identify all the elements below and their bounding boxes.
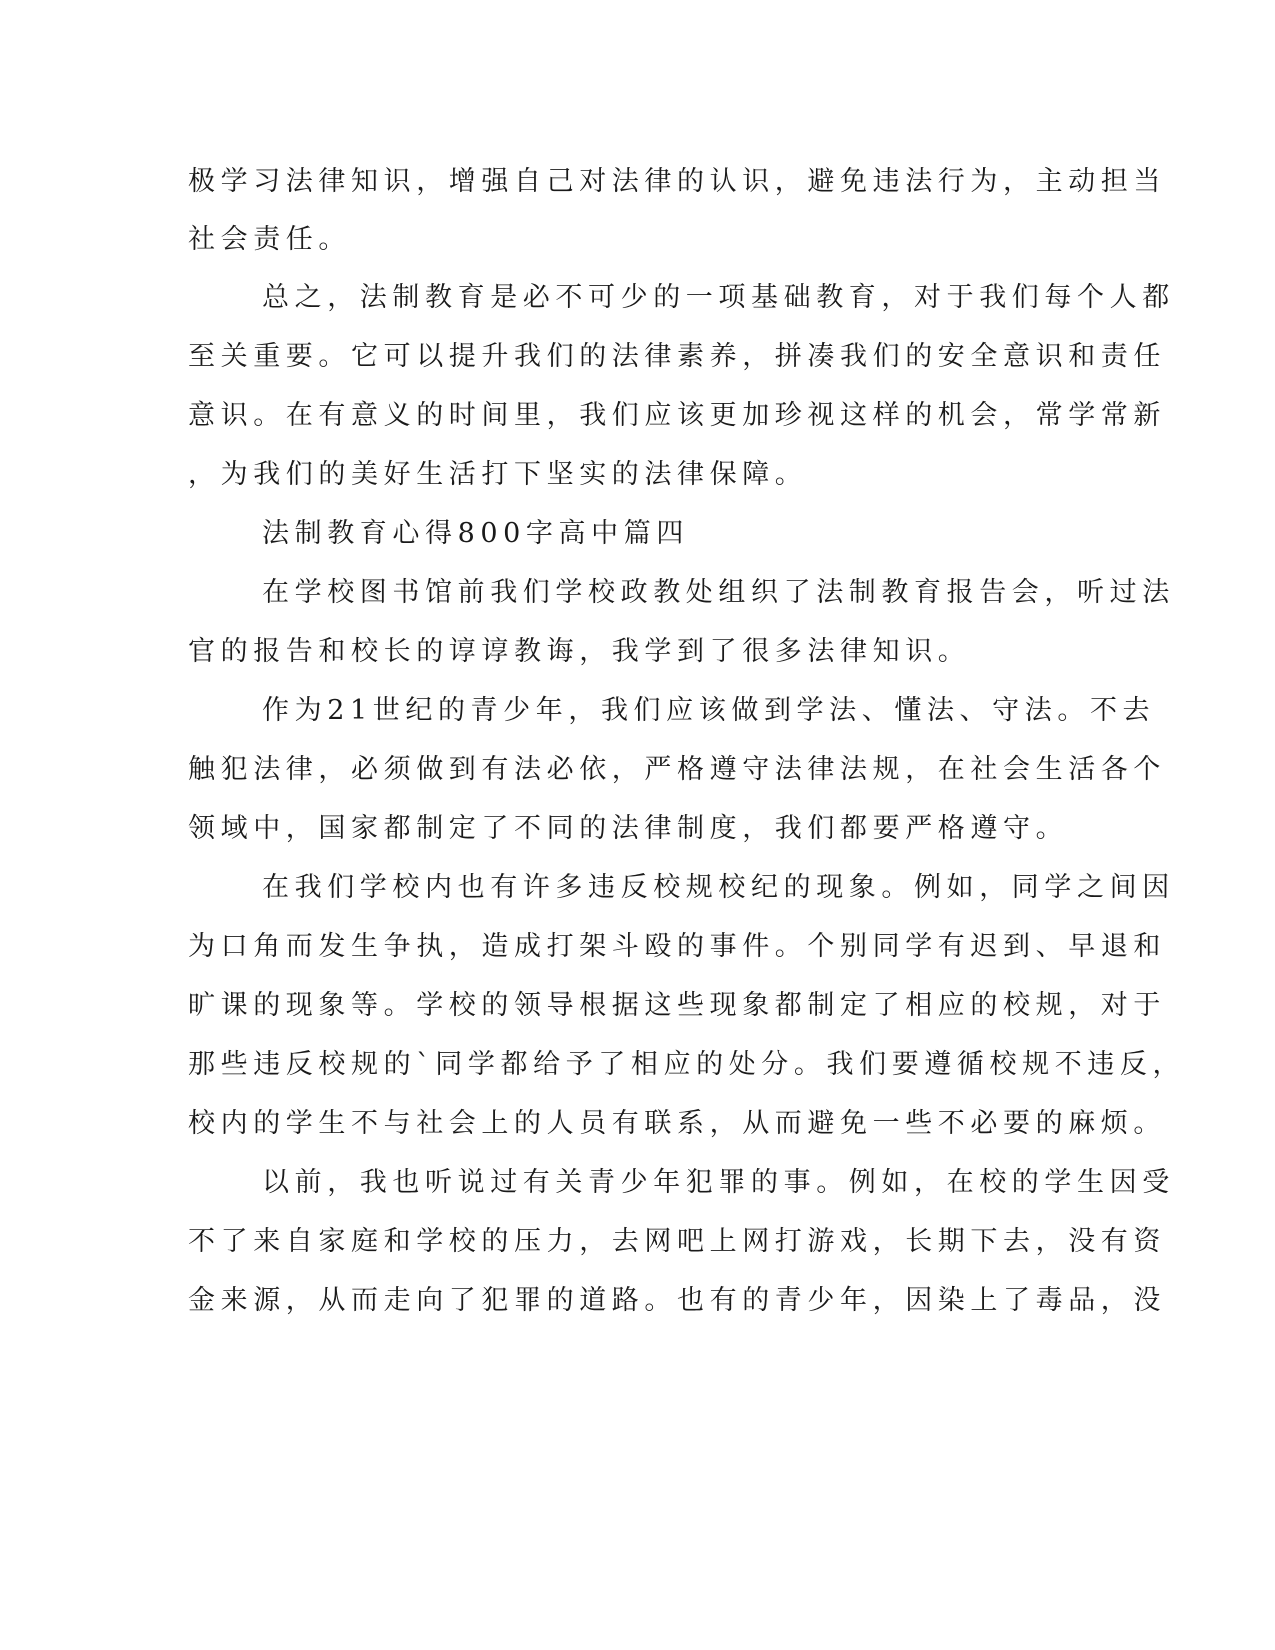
body-text-line: 至关重要。它可以提升我们的法律素养，拼凑我们的安全意识和责任 xyxy=(188,341,1166,372)
body-text-line: 触犯法律，必须做到有法必依，严格遵守法律法规，在社会生活各个 xyxy=(188,754,1166,785)
paragraph-first-line: 总之，法制教育是必不可少的一项基础教育，对于我们每个人都 xyxy=(262,282,1175,313)
body-text-line: 校内的学生不与社会上的人员有联系，从而避免一些不必要的麻烦。 xyxy=(188,1108,1166,1139)
body-text-line: 为口角而发生争执，造成打架斗殴的事件。个别同学有迟到、早退和 xyxy=(188,931,1166,962)
body-text-line: 社会责任。 xyxy=(188,224,351,255)
section-heading: 法制教育心得800字高中篇四 xyxy=(262,518,689,549)
paragraph-first-line: 在学校图书馆前我们学校政教处组织了法制教育报告会，听过法 xyxy=(262,577,1175,608)
body-text-line: 不了来自家庭和学校的压力，去网吧上网打游戏，长期下去，没有资 xyxy=(188,1226,1166,1257)
body-text-line: 极学习法律知识，增强自己对法律的认识，避免违法行为，主动担当 xyxy=(188,166,1166,197)
body-text-line: 旷课的现象等。学校的领导根据这些现象都制定了相应的校规，对于 xyxy=(188,990,1166,1021)
body-text-line: 意识。在有意义的时间里，我们应该更加珍视这样的机会，常学常新 xyxy=(188,400,1166,431)
body-text-line: ，为我们的美好生活打下坚实的法律保障。 xyxy=(188,459,808,490)
paragraph-first-line: 作为21世纪的青少年，我们应该做到学法、懂法、守法。不去 xyxy=(262,695,1156,726)
paragraph-first-line: 以前，我也听说过有关青少年犯罪的事。例如，在校的学生因受 xyxy=(262,1167,1175,1198)
body-text-line: 那些违反校规的`同学都给予了相应的处分。我们要遵循校规不违反， xyxy=(188,1049,1186,1080)
body-text-line: 金来源，从而走向了犯罪的道路。也有的青少年，因染上了毒品，没 xyxy=(188,1285,1166,1316)
paragraph-first-line: 在我们学校内也有许多违反校规校纪的现象。例如，同学之间因 xyxy=(262,872,1175,903)
body-text-line: 领域中，国家都制定了不同的法律制度，我们都要严格遵守。 xyxy=(188,813,1069,844)
body-text-line: 官的报告和校长的谆谆教诲，我学到了很多法律知识。 xyxy=(188,636,971,667)
